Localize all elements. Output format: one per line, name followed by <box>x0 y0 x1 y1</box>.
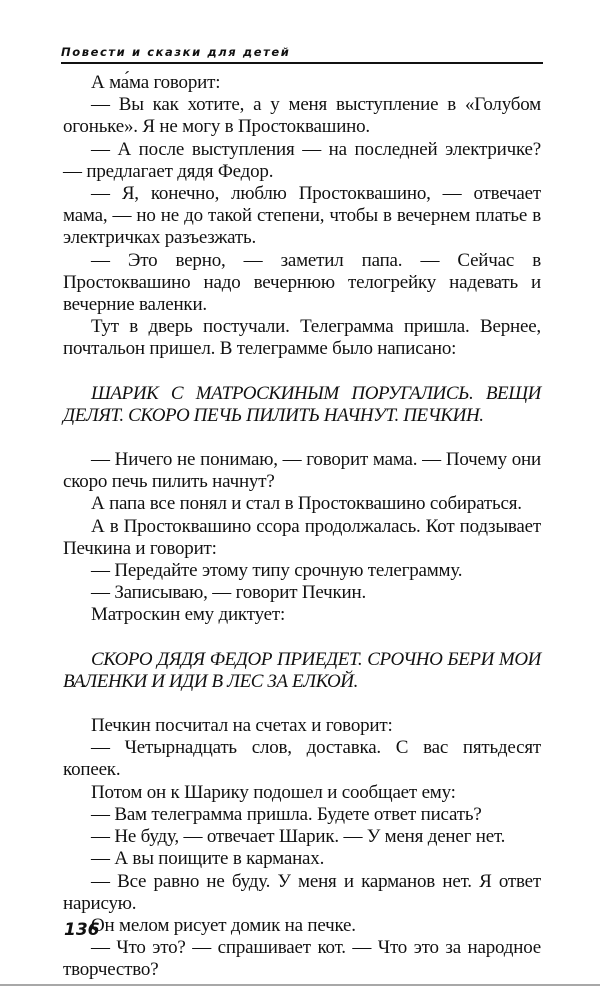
paragraph: — А после выступления — на последней электричке? — предлагает дядя Федор. <box>63 138 541 182</box>
paragraph: Он мелом рисует домик на печке. <box>91 914 356 936</box>
paragraph: А папа все понял и стал в Простоквашино собираться. <box>91 493 522 515</box>
paragraph: Тут в дверь постучали. Телеграмма пришла. Вернее, почтальон пришел. В телеграмме было написано: <box>63 316 541 360</box>
paragraph: А ма́ма говорит: <box>91 72 221 93</box>
paragraph: Потом он к Шарику подошел и сообщает ему: <box>91 781 456 803</box>
paragraph: — Записываю, — говорит Печкин. <box>91 582 367 604</box>
paragraph: — Вы как хотите, а у меня выступление в «Голубом огоньке». Я не могу в Простоквашино. <box>63 94 541 138</box>
paragraph: А в Простоквашино ссора продолжалась. Кот подзывает Печкина и говорит: <box>63 515 541 559</box>
paragraph: — Все равно не буду. У меня и карманов нет. Я ответ нарисую. <box>63 870 541 914</box>
paragraph: Матроскин ему диктует: <box>91 604 286 626</box>
telegram-text: СКОРО ДЯДЯ ФЕДОР ПРИЕДЕТ. СРОЧНО БЕРИ МОИ ВАЛЕНКИ И ИДИ В ЛЕС ЗА ЕЛКОЙ. <box>63 648 541 692</box>
telegram-text: ШАРИК С МАТРОСКИНЫМ ПОРУГАЛИСЬ. ВЕЩИ ДЕЛЯТ. СКОРО ПЕЧЬ ПИЛИТЬ НАЧНУТ. ПЕЧКИН. <box>63 382 541 426</box>
paragraph: — Четырнадцать слов, доставка. С вас пятьдесят копеек. <box>63 737 541 781</box>
paragraph: — Это верно, — заметил папа. — Сейчас в Простоквашино надо вечернюю телогрейку надевать и вечерние валенки. <box>63 249 541 316</box>
body-text <box>63 72 541 982</box>
page-number: 136 <box>64 920 100 940</box>
running-head: Повести и сказки для детей <box>61 44 543 64</box>
paragraph: — Не буду, — отвечает Шарик. — У меня денег нет. <box>91 826 506 848</box>
paragraph: — Я, конечно, люблю Простоквашино, — отвечает мама, — но не до такой степени, чтобы в вечернем платье в электричках разъезжать. <box>63 183 541 249</box>
paragraph: — Передайте этому типу срочную телеграмму. <box>91 560 463 582</box>
paragraph: Печкин посчитал на счетах и говорит: <box>91 715 393 737</box>
paragraph: — Что это? — спрашивает кот. — Что это за народное творчество? <box>63 937 541 981</box>
paragraph: — Вам телеграмма пришла. Будете ответ писать? <box>91 803 482 825</box>
paragraph: — А вы поищите в карманах. <box>91 848 325 870</box>
paragraph: — Ничего не понимаю, — говорит мама. — Почему они скоро печь пилить начнут? <box>63 449 541 493</box>
